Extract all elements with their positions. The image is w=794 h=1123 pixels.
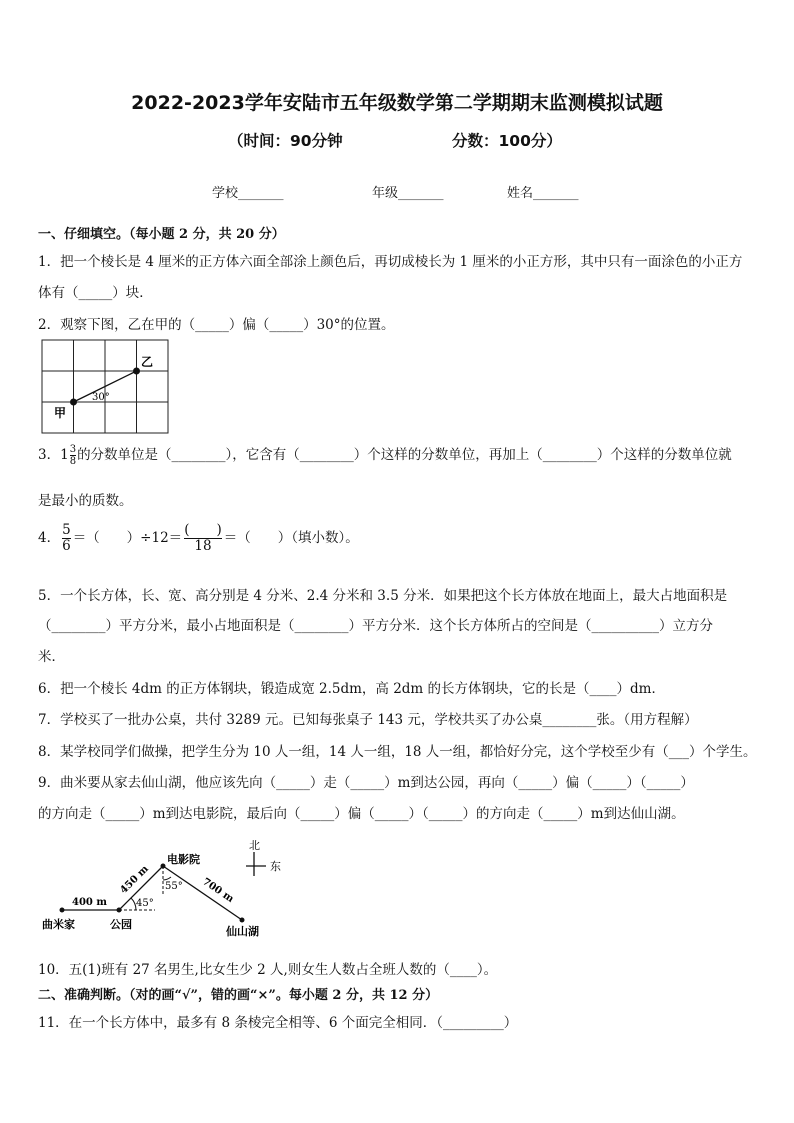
question-9-line-2: 的方向走（_____）m到达电影院，最后向（_____）偏（_____）（_____）的方向走（_____）m到达仙山湖。	[38, 806, 685, 822]
mixed-whole: 1	[60, 447, 69, 463]
q4-prefix: 4．	[38, 529, 61, 546]
angle-label: 30°	[92, 392, 110, 403]
frac-numerator: 3	[69, 444, 77, 455]
point-a	[70, 399, 77, 406]
question-3-line-2: 是最小的质数。	[38, 493, 133, 509]
label-home: 曲米家	[42, 918, 75, 931]
direction-grid-figure	[40, 338, 172, 436]
q4-mid: ＝（ ）÷12＝	[72, 529, 183, 546]
exam-score: 分数：100分）	[452, 132, 562, 150]
question-8: 8．某学校同学们做操，把学生分为 10 人一组，14 人一组，18 人一组，都恰好分完，这个学校至少有（___）个学生。	[38, 744, 757, 760]
label-park: 公园	[110, 918, 132, 931]
question-9-line-1: 9．曲米要从家去仙山湖，他应该先向（_____）走（_____）m到达公园，再向（_____）偏（_____）（_____）	[38, 775, 694, 791]
q4-fraction-2	[184, 523, 222, 554]
frac-numerator: ( )	[184, 522, 222, 538]
q4-end: ＝（ ）（填小数）。	[223, 529, 359, 546]
question-1-line-1: 1．把一个棱长是 4 厘米的正方体六面全部涂上颜色后，再切成棱长为 1 厘米的小正方形，其中只有一面涂色的小正方	[38, 254, 743, 270]
question-11: 11．在一个长方体中，最多有 8 条棱完全相等、6 个面完全相同．（_________）	[38, 1015, 518, 1031]
q3-prefix: 3．	[38, 447, 61, 463]
question-10: 10．五(1)班有 27 名男生,比女生少 2 人,则女生人数占全班人数的（____）。	[38, 962, 498, 978]
point-b	[133, 368, 140, 375]
angle-55: 55°	[165, 881, 183, 892]
school-field: 学校_______	[212, 186, 284, 201]
frac-numerator: 5	[62, 522, 71, 538]
angle-arc-55	[163, 877, 171, 880]
page-title: 2022-2023学年安陆市五年级数学第二学期期末监测模拟试题	[131, 92, 663, 114]
label-lake: 仙山湖	[226, 925, 259, 938]
question-4	[38, 523, 359, 554]
route-map-figure	[30, 832, 310, 942]
mixed-fraction	[70, 444, 76, 467]
q4-fraction-1	[62, 523, 71, 554]
point-cinema	[161, 864, 166, 869]
name-field: 姓名_______	[507, 186, 579, 201]
point-home	[60, 908, 65, 913]
distance-1: 400 m	[72, 897, 107, 908]
point-lake	[240, 918, 245, 923]
section-2-title: 二、准确判断。（对的画“√”，错的画“×”。每小题 2 分，共 12 分）	[38, 988, 439, 1003]
frac-denominator: 6	[62, 537, 71, 554]
frac-denominator: 18	[184, 538, 222, 554]
compass-icon	[246, 839, 281, 876]
distance-2: 450 m	[118, 863, 151, 897]
question-5-line-2: （________）平方分米，最小占地面积是（________）平方分米．这个长方体所占的空间是（__________）立方分	[38, 618, 713, 634]
exam-time: （时间：90分钟	[228, 132, 343, 150]
label-b: 乙	[141, 355, 154, 369]
label-a: 甲	[54, 406, 67, 420]
question-5-line-1: 5．一个长方体，长、宽、高分别是 4 分米、2.4 分米和 3.5 分米．如果把这个长方体放在地面上，最大占地面积是	[38, 588, 728, 604]
question-7: 7．学校买了一批办公桌，共付 3289 元。已知每张桌子 143 元，学校共买了办公桌________张。（用方程解）	[38, 712, 698, 728]
q3-rest: 的分数单位是（________），它含有（________）个这样的分数单位，再加上（________）个这样的分数单位就	[77, 447, 732, 463]
section-1-title: 一、仔细填空。（每小题 2 分，共 20 分）	[38, 227, 285, 242]
question-6: 6．把一个棱长 4dm 的正方体钢块，锻造成宽 2.5dm，高 2dm 的长方体钢块，它的长是（____）dm．	[38, 681, 665, 697]
distance-3: 700 m	[200, 876, 236, 906]
question-1-line-2: 体有（_____）块．	[38, 285, 153, 301]
compass-east: 东	[270, 860, 281, 873]
angle-45: 45°	[136, 898, 154, 909]
question-5-line-3: 米．	[38, 649, 65, 665]
question-2: 2．观察下图，乙在甲的（_____）偏（_____）30°的位置。	[38, 317, 395, 333]
label-cinema: 电影院	[167, 853, 200, 866]
frac-denominator: 8	[69, 456, 77, 467]
point-park	[117, 908, 122, 913]
question-3-line-1	[38, 443, 732, 467]
compass-north: 北	[249, 839, 260, 852]
grade-field: 年级_______	[372, 186, 444, 201]
